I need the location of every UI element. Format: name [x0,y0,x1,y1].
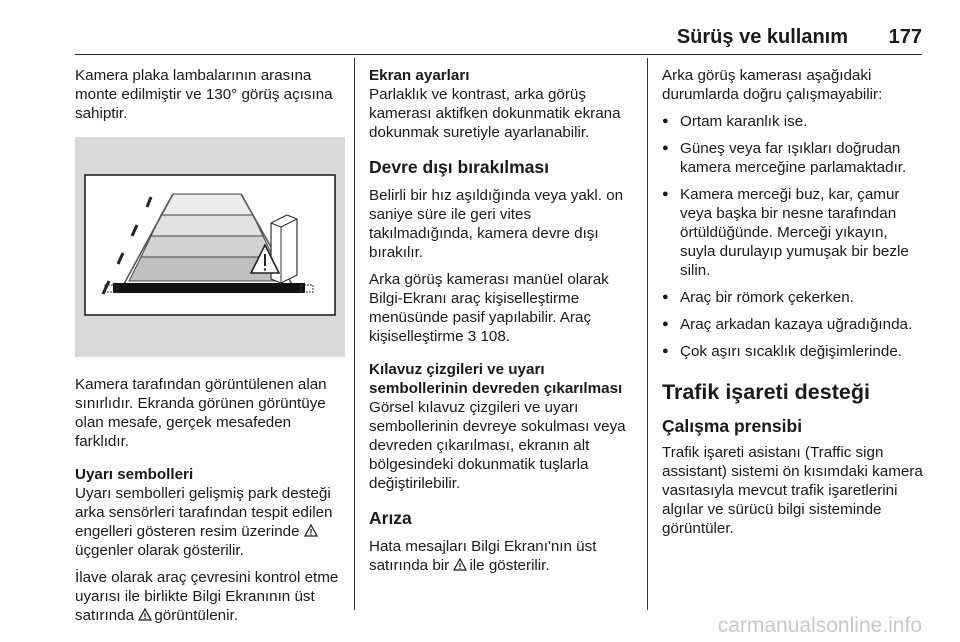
paragraph: Uyarı sembolleri gelişmiş park desteği arka sensörleri tarafından tespit edilen engelleri gösteren resim üzerinde üçgenler olarak gösterilir. [75,485,333,559]
list-item: ● Çok aşırı sıcaklık değişimlerinde. [662,342,927,361]
paragraph: Hata mesajları Bilgi Ekranı'nın üst satırında bir ile gösterilir. [369,538,597,574]
camera-display-illustration [75,137,345,357]
warning-symbols-heading: Uyarı sembolleri [75,466,194,483]
paragraph: İlave olarak araç çevresini kontrol etme uyarısı ile birlikte Bilgi Ekranının üst satırında görüntülenir. [75,569,339,624]
fault-heading: Arıza [369,508,412,528]
paragraph: Trafik işareti asistanı (Traffic sign assistant) sistemi ön kısımdaki kamera vasıtasıyla mevcut trafik işaretlerini algılar ve sürücü bilgi sisteminde görüntüler. [662,444,923,537]
header-rule [75,54,922,55]
column-left [75,66,345,633]
list-item: ● Kamera merceği buz, kar, çamur veya başka bir nesne tarafından örtüldüğünde. Merceği yıkayın, suyla durulayıp yumuşak bir bezle silin. [662,185,927,280]
paragraph: Belirli bir hız aşıldığında veya yakl. on saniye süre ile geri vites takılmadığında, kamera devre dışı bırakılır. [369,187,624,261]
rear-camera-view-graphic [75,137,345,357]
page-number: 177 [888,26,922,48]
page-reference[interactable]: 108. [480,328,510,345]
column-right [662,66,927,546]
column-divider [647,58,648,610]
warning-triangle-icon [138,608,152,621]
paragraph: Görsel kılavuz çizgileri ve uyarı sembollerinin devreye sokulması veya devreden çıkarılması, ekranın alt bölgesindeki dokunmatik tuşlarla değiştirilebilir. [369,399,626,492]
paragraph: Kamera tarafından görüntülenen alan sınırlıdır. Ekranda görünen görüntüye olan mesafe, gerçek mesafeden farklıdır. [75,376,327,450]
screen-settings-heading: Ekran ayarları [369,67,470,84]
deactivation-heading: Devre dışı bırakılması [369,157,549,177]
list-item: ● Güneş veya far ışıkları doğrudan kamera merceğine parlamaktadır. [662,139,927,177]
paragraph: Arka görüş kamerası manüel olarak Bilgi-Ekranı araç kişiselleştirme menüsünde pasif yapılabilir. Araç kişiselleştirme 3 108. [369,271,609,345]
paragraph: Kamera plaka lambalarının arasına monte edilmiştir ve 130° görüş açısına sahiptir. [75,67,333,122]
operating-principle-heading: Çalışma prensibi [662,416,803,436]
list-item: ● Araç bir römork çekerken. [662,288,927,307]
guidelines-heading: Kılavuz çizgileri ve uyarı sembollerinin devreden çıkarılması [369,361,623,397]
column-divider [354,58,355,610]
traffic-sign-assistant-heading: Trafik işareti desteği [662,380,870,404]
column-middle [369,66,634,583]
paragraph: Arka görüş kamerası aşağıdaki durumlarda doğru çalışmayabilir: [662,67,883,103]
warning-triangle-icon [304,524,318,537]
paragraph: Parlaklık ve kontrast, arka görüş kamerası aktifken dokunmatik ekrana dokunmak suretiyle ayarlanabilir. [369,86,621,141]
watermark: carmanualsonline.info [717,614,922,637]
list-item: ● Ortam karanlık ise. [662,112,927,131]
page-reference-arrow-icon: 3 [467,328,477,345]
warning-triangle-icon [453,558,467,571]
conditions-list [662,112,927,361]
list-item: ● Araç arkadan kazaya uğradığında. [662,315,927,334]
chapter-title: Sürüş ve kullanım [676,26,848,48]
page-header [0,26,960,56]
